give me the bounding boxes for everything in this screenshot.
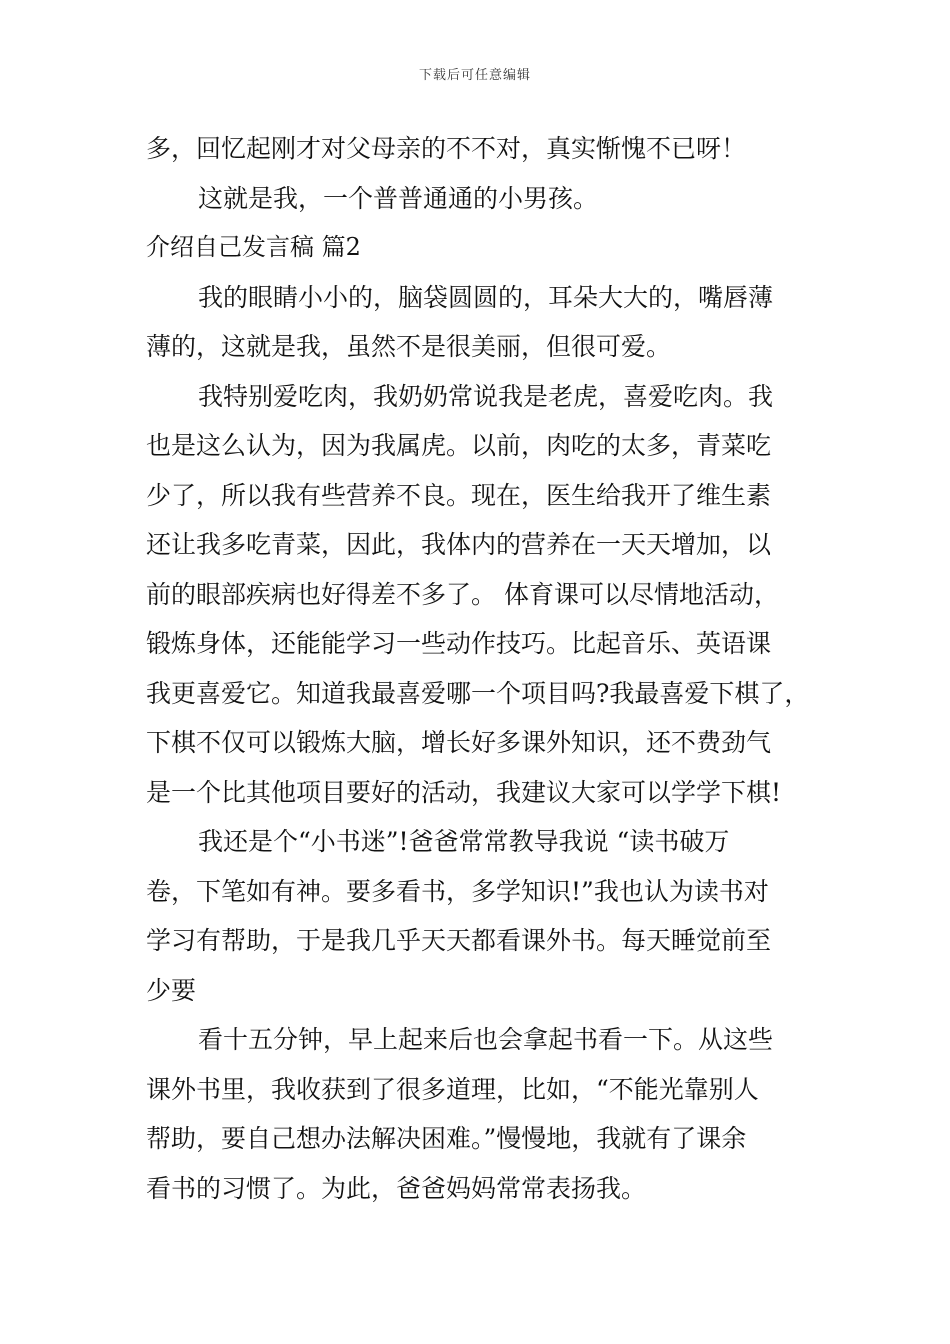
- text-line: 下棋不仅可以锻炼大脑，增长好多课外知识，还不费劲气: [146, 728, 772, 757]
- text-line: 帮助，要自己想办法解决困难。”慢慢地，我就有了课余: [146, 1124, 747, 1153]
- text-line: 多，回忆起刚才对父母亲的不不对，真实惭愧不已呀！: [146, 134, 747, 163]
- text-line: 卷，下笔如有神。要多看书，多学知识!”我也认为读书对: [146, 876, 769, 906]
- document-body: [146, 124, 836, 1213]
- text-line: 锻炼身体，还能能学习一些动作技巧。比起音乐、英语课: [146, 629, 772, 658]
- text-line: 少了，所以我有些营养不良。现在，医生给我开了维生素: [146, 480, 772, 510]
- text-line: 前的眼部疾病也好得差不多了。 体育课可以尽情地活动，: [146, 579, 779, 609]
- text-line: 我还是个“小书迷”!爸爸常常教导我说 “读书破万: [198, 827, 730, 856]
- section-heading: 介绍自己发言稿 篇2: [146, 233, 361, 261]
- text-line: 少要: [146, 975, 197, 1005]
- page-header: 下载后可任意编辑: [418, 68, 531, 83]
- text-line: 看十五分钟，早上起来后也会拿起书看一下。从这些: [198, 1025, 774, 1054]
- text-line: 学习有帮助，于是我几乎天天都看课外书。每天睡觉前至: [146, 926, 772, 955]
- text-line: 还让我多吃青菜，因此，我体内的营养在一天天增加，以: [146, 530, 772, 559]
- text-line: 薄的，这就是我，虽然不是很美丽，但很可爱。: [146, 332, 672, 361]
- text-line: 看书的习惯了。为此，爸爸妈妈常常表扬我。: [146, 1173, 647, 1203]
- text-line: 我特别爱吃肉，我奶奶常说我是老虎，喜爱吃肉。我: [198, 381, 774, 411]
- text-line: 这就是我，一个普普通通的小男孩。: [198, 183, 599, 213]
- text-line: 也是这么认为，因为我属虎。以前，肉吃的太多，青菜吃: [146, 431, 772, 460]
- text-line: 课外书里，我收获到了很多道理，比如，“不能光靠别人: [146, 1074, 759, 1104]
- text-line: 我的眼睛小小的，脑袋圆圆的，耳朵大大的，嘴唇薄: [198, 282, 774, 312]
- text-line: 我更喜爱它。知道我最喜爱哪一个项目吗?我最喜爱下棋了，: [146, 678, 810, 708]
- text-line: 是一个比其他项目要好的活动，我建议大家可以学学下棋!: [146, 777, 782, 807]
